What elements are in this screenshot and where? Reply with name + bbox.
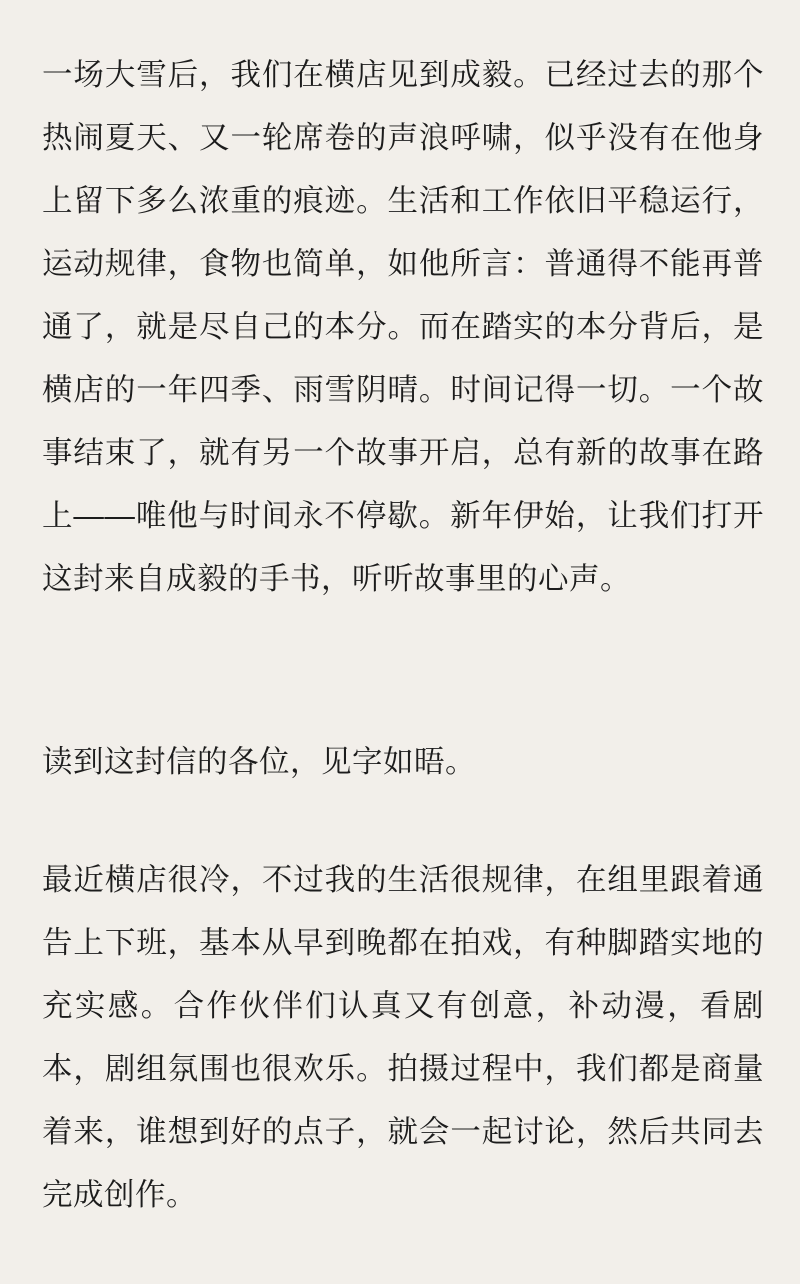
paragraph-body-1: 最近横店很冷，不过我的生活很规律，在组里跟着通告上下班，基本从早到晚都在拍戏，有种脚踏实地的充实感。合作伙伴们认真又有创意，补动漫，看剧本，剧组氛围也很欢乐。拍摄过程中，我们都是商量着来，谁想到好的点子，就会一起讨论，然后共同去完成创作。 <box>42 863 764 1212</box>
paragraph-spacer-large <box>42 611 764 731</box>
paragraph-greeting: 读到这封信的各位，见字如晤。 <box>42 745 476 779</box>
letter-article <box>42 44 764 1227</box>
paragraph-spacer-medium <box>42 794 764 849</box>
paragraph-intro: 一场大雪后，我们在横店见到成毅。已经过去的那个热闹夏天、又一轮席卷的声浪呼啸，似乎没有在他身上留下多么浓重的痕迹。生活和工作依旧平稳运行，运动规律，食物也简单，如他所言：普通得不能再普通了，就是尽自己的本分。而在踏实的本分背后，是横店的一年四季、雨雪阴晴。时间记得一切。一个故事结束了，就有另一个故事开启，总有新的故事在路上——唯他与时间永不停歇。新年伊始，让我们打开这封来自成毅的手书，听听故事里的心声。 <box>42 58 764 596</box>
